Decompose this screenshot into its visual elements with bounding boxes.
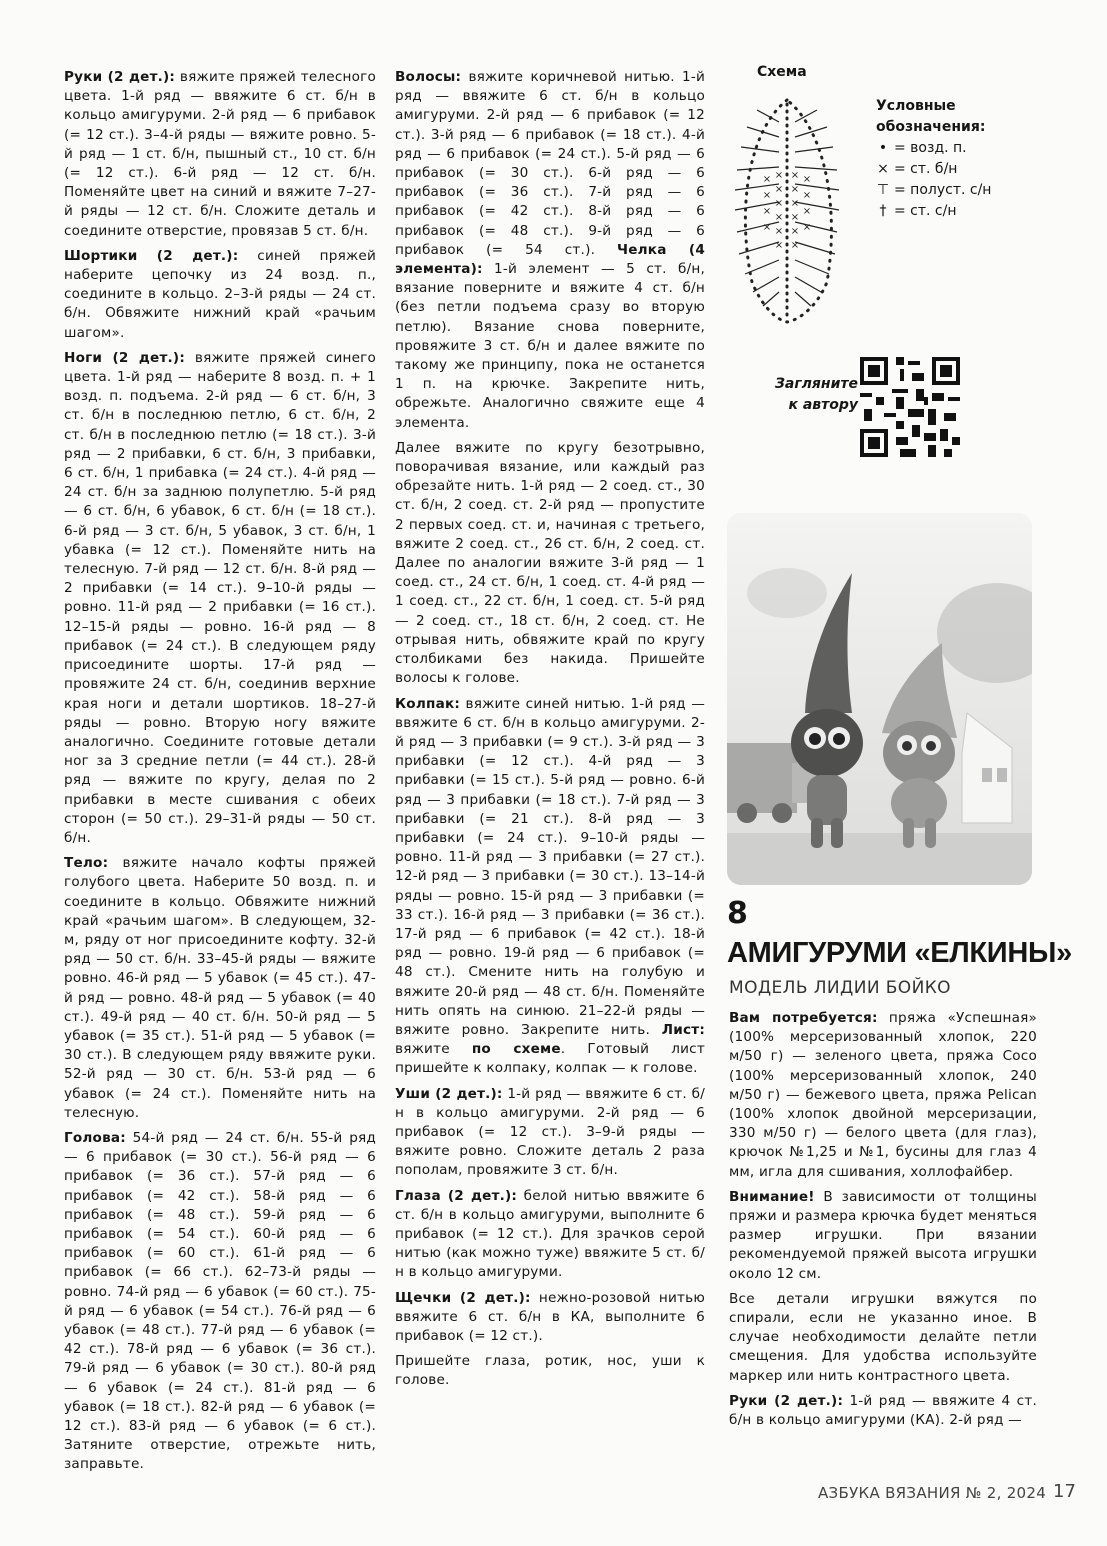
leaf-crochet-chart (727, 92, 862, 332)
svg-text:×: × (774, 170, 784, 181)
double-crochet-icon: † (879, 203, 887, 219)
pattern-number: 8 (727, 896, 748, 931)
heading-body: Тело: (64, 855, 109, 872)
qr-code-icon[interactable] (860, 357, 960, 457)
legend-item: • = возд. п. (876, 138, 996, 159)
heading-arms: Руки (2 дет.): (64, 69, 176, 85)
paragraph-eyes: Глаза (2 дет.): белой нитью ввяжите 6 ст. б/н в кольцо амигуруми, выполните 6 прибавок (= 12 ст.). Для зрачков серой нитью (как можно туже) ввяжите 5 ст. б/н в кольцо амигуруми. (395, 1187, 705, 1281)
svg-text:×: × (802, 222, 812, 233)
heading-ears: Уши (2 дет.): (395, 1085, 503, 1102)
paragraph-ears: Уши (2 дет.): 1-й ряд — ввяжите 6 ст. б/н в кольцо амигуруми. 2-й ряд — 6 прибавок (= 12 ст.). 3–9-й ряды — вяжите ровно. Сложите деталь 2 раза пополам, провяжите 3 ст. б/н. (395, 1085, 705, 1179)
paragraph-hair: Волосы: вяжите коричневой нитью. 1-й ряд — ввяжите 6 ст. б/н в кольцо амигуруми. 2-й ряд — 6 прибавок (= 12 ст.). 3-й ряд — 6 прибавок (= 18 ст.). 4-й ряд — 6 прибавок (= 24 ст.). 5-й ряд — 6 прибавок (= 30 ст.). 6-й ряд — 6 прибавок (= 36 ст.). 7-й ряд — 6 прибавок (= 42 ст.). 8-й ряд — 6 прибавок (= 48 ст.). 9-й ряд — 6 прибавок (= 54 ст.). Челка (4 элемента): 1-й элемент — 5 ст. б/н, вязание поверните и вяжите 4 ст. б/н (без петли подъема сразу во вторую петлю). Вязание снова поверните, провяжите 3 ст. б/н и далее вяжите по такому же принципу, пока не останется 1 п. на крючке. Закрепите нить, обрежьте. Аналогично свяжите еще 4 элемента. (395, 69, 705, 431)
heading-eyes: Глаза (2 дет.): (395, 1187, 518, 1204)
heading-materials: Вам потребуется: (729, 1010, 878, 1026)
heading-shorts: Шортики (2 дет.): (64, 247, 239, 264)
legend-item: ⊤ = полуст. с/н (876, 180, 996, 201)
paragraph-assembly: Пришейте глаза, ротик, нос, уши к голове. (395, 1353, 705, 1389)
svg-text:×: × (790, 198, 800, 209)
page-number: 17 (1053, 1481, 1076, 1502)
column-middle (395, 68, 705, 1397)
pattern-title: АМИГУРУМИ «ЕЛКИНЫ» (727, 937, 1072, 969)
svg-text:×: × (774, 198, 784, 209)
heading-attention: Внимание! (729, 1188, 815, 1205)
heading-hat: Колпак: (395, 695, 461, 712)
legend-title: Условные обозначения: (876, 98, 986, 135)
paragraph-attention: Внимание! В зависимости от толщины пряжи и размера крючка будет меняться размер игрушки. При вязании рекомендуемой пряжей высота игрушки около 12 см. (729, 1188, 1037, 1282)
paragraph-head: Голова: 54-й ряд — 24 ст. б/н. 55-й ряд — 6 прибавок (= 30 ст.). 56-й ряд — 6 прибавок (= 36 ст.). 57-й ряд — 6 прибавок (= 42 ст.). 58-й ряд — 6 прибавок (= 48 ст.). 59-й ряд — 6 прибавок (= 54 ст.). 60-й ряд — 6 прибавок (= 60 ст.). 61-й ряд — 6 прибавок (= 66 ст.). 62–73-й ряды — ровно. 74-й ряд — 6 убавок (= 60 ст.). 75-й ряд — 6 убавок (= 54 ст.). 76-й ряд — 6 убавок (= 48 ст.). 77-й ряд — 6 убавок (= 42 ст.). 78-й ряд — 6 убавок (= 36 ст.). 79-й ряд — 6 убавок (= 30 ст.). 80-й ряд — 6 убавок (= 24 ст.). 81-й ряд — 6 убавок (= 18 ст.). 82-й ряд — 6 убавок (= 12 ст.). 83-й ряд — 6 убавок (= 6 ст.). Затяните отверстие, отрежьте нить, заправьте. (64, 1129, 376, 1473)
svg-text:×: × (762, 174, 772, 185)
product-photo (727, 513, 1032, 885)
column-right (729, 1009, 1037, 1436)
svg-text:×: × (790, 240, 800, 251)
legend-item: † = ст. с/н (876, 201, 996, 222)
heading-legs: Ноги (2 дет.): (64, 349, 185, 366)
amigurumi-photo-illustration (727, 513, 1032, 885)
paragraph-shorts: Шортики (2 дет.): синей пряжей наберите цепочку из 24 возд. п., соедините в кольцо. 2–3-й ряды — 24 ст. б/н. Обвяжите нижний край «рачьим шагом». (64, 247, 376, 341)
svg-text:×: × (790, 212, 800, 223)
half-double-crochet-icon: ⊤ (876, 182, 890, 198)
svg-text:×: × (774, 240, 784, 251)
svg-text:×: × (762, 206, 772, 217)
legend-item: × = ст. б/н (876, 159, 996, 180)
svg-text:×: × (802, 190, 812, 201)
svg-text:×: × (774, 184, 784, 195)
svg-text:×: × (762, 190, 772, 201)
heading-cheeks: Щечки (2 дет.): (395, 1289, 531, 1306)
paragraph-legs: Ноги (2 дет.): вяжите пряжей синего цвета. 1-й ряд — наберите 8 возд. п. + 1 возд. п. подъема. 2-й ряд — 6 ст. б/н, 3 ст. б/н в последнюю петлю, 6 ст. б/н, 2 ст. б/н в последнюю петлю (= 18 ст.). 3-й ряд — 2 прибавки, 6 ст. б/н, 3 прибавки, 6 ст. б/н, 1 прибавка (= 24 ст.). 4-й ряд — 24 ст. б/н за заднюю полупетлю. 5-й ряд — 6 ст. б/н, 6 убавок, 6 ст. б/н (= 18 ст.). 6-й ряд — 3 ст. б/н, 5 убавок, 3 ст. б/н, 1 убавка (= 12 ст.). Поменяйте нить на телесную. 7-й ряд — 12 ст. б/н. 8-й ряд — 2 прибавки (= 14 ст.). 9–10-й ряды — ровно. 11-й ряд — 2 прибавки (= 16 ст.). 12–15-й ряды — ровно. 16-й ряд — 8 прибавок (= 24 ст.). В следующем ряду присоедините шорты. 17-й ряд — провяжите 24 ст. б/н, соединив верхние края ноги и детали шортиков. 18–27-й ряды — ровно. Вторую ногу вяжите аналогично. Соедините готовые детали ног за 3 средние петли (= 44 ст.). 28-й ряд — вяжите по кругу, делая по 2 прибавки в месте сшивания с обеих сторон (= 50 ст.). 29–31-й ряды — 50 ст. б/н. (64, 349, 376, 846)
svg-text:×: × (790, 226, 800, 237)
heading-head: Голова: (64, 1129, 126, 1146)
paragraph-arms-8: Руки (2 дет.): 1-й ряд — ввяжите 4 ст. б/н в кольцо амигуруми (КА). 2-й ряд — (729, 1392, 1037, 1429)
paragraph-cheeks: Щечки (2 дет.): нежно-розовой нитью ввяжите 6 ст. б/н в КА, выполните 6 прибавок (= 12 ст.). (395, 1289, 705, 1344)
chain-stitch-icon: • (878, 140, 888, 156)
magazine-footer: АЗБУКА ВЯЗАНИЯ № 2, 2024 (818, 1484, 1047, 1502)
scheme-title: Схема (757, 64, 807, 80)
svg-text:×: × (774, 226, 784, 237)
paragraph-hair-continue: Далее вяжите по кругу безотрывно, поворачивая вязание, или каждый раз обрезайте нить. 1-й ряд — 2 соед. ст., 30 ст. б/н, 2 соед. ст. 2-й ряд — пропустите 2 первых соед. ст. и, начиная с третьего, вяжите 2 соед. ст., 26 ст. б/н, 2 соед. ст. Далее по аналогии вяжите 3-й ряд — 1 соед. ст., 24 ст. б/н, 1 соед. ст. 4-й ряд — 1 соед. ст., 22 ст. б/н, 1 соед. ст. 5-й ряд — 2 соед. ст., 18 ст. б/н, 2 соед. ст. Не отрывая нить, обвяжите край по кругу столбиками без накида. Пришейте волосы к голове. (395, 439, 705, 687)
svg-text:×: × (774, 212, 784, 223)
heading-leaf: Лист: (661, 1021, 705, 1038)
heading-hair: Волосы: (395, 69, 462, 85)
column-left (64, 68, 376, 1481)
paragraph-general: Все детали игрушки вяжутся по спирали, если не указанно иное. В случае необходимости делайте петли смещения. Для удобства используйте маркер или нить контрастного цвета. (729, 1290, 1037, 1384)
svg-text:×: × (790, 170, 800, 181)
paragraph-arms: Руки (2 дет.): вяжите пряжей телесного цвета. 1-й ряд — ввяжите 6 ст. б/н в кольцо амигуруми. 2-й ряд — 6 прибавок (= 12 ст.). 3–4-й ряды — вяжите ровно. 5-й ряд — 1 ст. б/н, пышный ст., 10 ст. б/н (= 12 ст.). 6-й ряд — 12 ст. б/н. Поменяйте цвет на синий и вяжите 7–27-й ряды — 12 ст. б/н. Сложите деталь и соедините отверстие, провязав 5 ст. б/н. (64, 69, 376, 239)
heading-arms-8: Руки (2 дет.): (729, 1392, 844, 1409)
heading-bangs: Челка (4 элемента): (395, 241, 705, 278)
paragraph-hat: Колпак: вяжите синей нитью. 1-й ряд — ввяжите 6 ст. б/н в кольцо амигуруми. 2-й ряд — 3 прибавки (= 9 ст.). 3-й ряд — 3 прибавки (= 12 ст.). 4-й ряд — 3 прибавки (= 15 ст.). 5-й ряд — ровно. 6-й ряд — 3 прибавки (= 18 ст.). 7-й ряд — 3 прибавки (= 21 ст.). 8-й ряд — 3 прибавки (= 24 ст.). 9–10-й ряды — ровно. 11-й ряд — 3 прибавки (= 27 ст.). 12-й ряд — 3 прибавки (= 30 ст.). 13–14-й ряды — ровно. 15-й ряд — 3 прибавки (= 33 ст.). 16-й ряд — 3 прибавки (= 36 ст.). 17-й ряд — 6 прибавок (= 42 ст.). 18-й ряд — ровно. 19-й ряд — 6 прибавок (= 48 ст.). Смените нить на голубую и вяжите 20-й ряд — 48 ст. б/н. Поменяйте нить опять на синюю. 21–22-й ряды — вяжите ровно. Закрепите нить. Лист: вяжите по схеме. Готовый лист пришейте к колпаку, колпак — к голове. (395, 695, 705, 1077)
svg-text:×: × (790, 184, 800, 195)
pattern-author: МОДЕЛЬ ЛИДИИ БОЙКО (729, 978, 951, 998)
svg-text:×: × (762, 222, 772, 233)
paragraph-materials: Вам потребуется: пряжа «Успешная» (100% мерсеризованный хлопок, 220 м/50 г) — зеленого цвета, пряжа Coco (100% мерсеризованный хлопок, 240 м/50 г) — бежевого цвета, пряжа Pelican (100% хлопок двойной мерсеризации, 330 м/50 г) — белого цвета (для глаз), крючок №1,25 и №1, бусины для глаз 4 мм, игла для сшивания, холлофайбер. (729, 1010, 1037, 1180)
qr-caption: Загляните к автору (774, 376, 858, 413)
paragraph-body: Тело: вяжите начало кофты пряжей голубого цвета. Наберите 50 возд. п. и соедините в кольцо. Обвяжите нижний край «рачьим шагом». В следующем, 32-м, ряду от ног присоедините кофту. 32-й ряд — 50 ст. б/н. 33–45-й ряды — вяжите ровно. 46-й ряд — 5 убавок (= 45 ст.). 47-й ряд — ровно. 48-й ряд — 5 убавок (= 40 ст.). 49-й ряд — 40 ст. б/н. 50-й ряд — 5 убавок (= 35 ст.). 51-й ряд — 5 убавок (= 30 ст.). В следующем ряду ввяжите руки. 52-й ряд — 30 ст. б/н. 53-й ряд — 6 убавок (= 24 ст.). Поменяйте нить на телесную. (64, 855, 376, 1121)
svg-text:×: × (802, 206, 812, 217)
single-crochet-icon: × (877, 161, 889, 177)
scheme-legend (876, 96, 996, 222)
svg-text:×: × (802, 174, 812, 185)
